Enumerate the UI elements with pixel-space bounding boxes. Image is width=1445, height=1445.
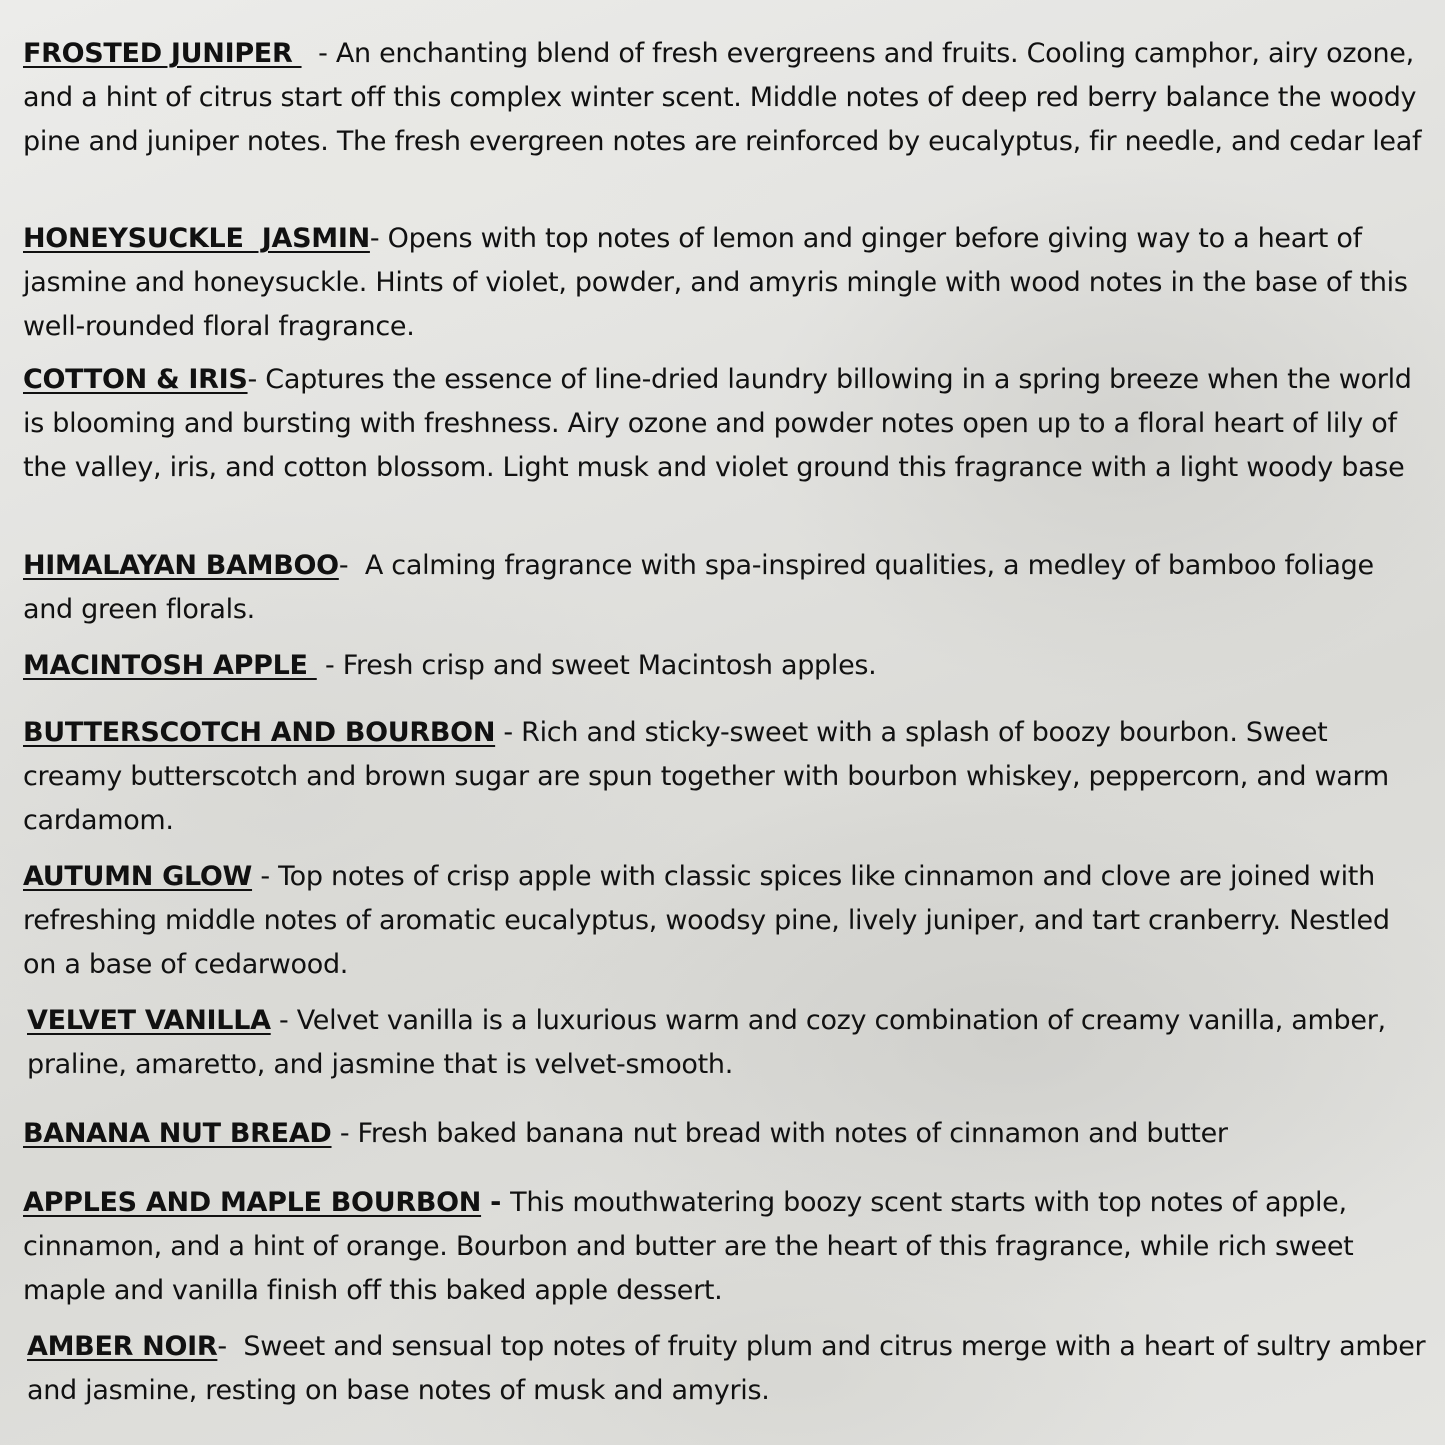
scent-entry-autumn-glow <box>23 855 1423 987</box>
scent-name: MACINTOSH APPLE <box>23 650 317 681</box>
scent-entry-honeysuckle-jasmin <box>23 217 1423 349</box>
scent-name: FROSTED JUNIPER <box>23 38 302 69</box>
scent-description: Rich and sticky-sweet with a splash of boozy bourbon. Sweet creamy butterscotch and brown sugar are spun together with bourbon whiskey, peppercorn, and warm cardamom. <box>23 717 1389 836</box>
scent-separator: - <box>247 364 266 395</box>
scent-entry-velvet-vanilla <box>27 999 1427 1087</box>
scent-entry-frosted-juniper <box>23 32 1423 164</box>
scent-description: Fresh crisp and sweet Macintosh apples. <box>342 650 877 681</box>
scent-separator: - <box>331 1118 358 1149</box>
scent-name: VELVET VANILLA <box>27 1005 271 1036</box>
scent-description: Top notes of crisp apple with classic spices like cinnamon and clove are joined with refreshing middle notes of aromatic eucalyptus, woodsy pine, lively juniper, and tart cranberry. Nestled on a base of cedarwood. <box>23 861 1390 980</box>
scent-separator: - <box>338 550 365 581</box>
scent-description: A calming fragrance with spa-inspired qualities, a medley of bamboo foliage and green florals. <box>23 550 1374 625</box>
scent-separator: - <box>316 650 343 681</box>
scent-separator: - <box>495 717 522 748</box>
scent-name: AUTUMN GLOW <box>23 861 253 892</box>
scent-description: Fresh baked banana nut bread with notes of cinnamon and butter <box>357 1118 1228 1149</box>
scent-separator: - <box>270 1005 297 1036</box>
scent-entry-banana-nut-bread <box>23 1112 1423 1156</box>
scent-separator: - <box>481 1187 511 1218</box>
scent-name: BUTTERSCOTCH AND BOURBON <box>23 717 496 748</box>
scent-separator: - <box>252 861 279 892</box>
scent-entry-apples-maple-bourbon <box>23 1181 1423 1313</box>
scent-name: HONEYSUCKLE JASMIN <box>23 223 370 254</box>
scent-description: Sweet and sensual top notes of fruity plum and citrus merge with a heart of sultry amber and jasmine, resting on base notes of musk and amyris. <box>27 1331 1426 1406</box>
scent-description: Velvet vanilla is a luxurious warm and cozy combination of creamy vanilla, amber, praline, amaretto, and jasmine that is velvet-smooth. <box>27 1005 1386 1080</box>
scent-entry-cotton-iris <box>23 358 1423 490</box>
scent-entry-butterscotch-bourbon <box>23 711 1423 843</box>
scent-separator: - <box>217 1331 244 1362</box>
scent-description: Captures the essence of line-dried laundry billowing in a spring breeze when the world is blooming and bursting with freshness. Airy ozone and powder notes open up to a floral heart of lily of the valley, iris, and cotton blossom. Light musk and violet ground this fragrance with a light woody base <box>23 364 1412 483</box>
scent-description: Opens with top notes of lemon and ginger before giving way to a heart of jasmine and honeysuckle. Hints of violet, powder, and amyris mingle with wood notes in the base of this well-rounded floral fragrance. <box>23 223 1408 342</box>
scent-name: AMBER NOIR <box>27 1331 218 1362</box>
scent-entry-amber-noir <box>27 1325 1427 1413</box>
scent-name: COTTON & IRIS <box>23 364 248 395</box>
scent-separator: - <box>369 223 388 254</box>
scent-name: APPLES AND MAPLE BOURBON <box>23 1187 482 1218</box>
scent-name: HIMALAYAN BAMBOO <box>23 550 339 581</box>
scent-description: An enchanting blend of fresh evergreens and fruits. Cooling camphor, airy ozone, and a hint of citrus start off this complex winter scent. Middle notes of deep red berry balance the woody pine and juniper notes. The fresh evergreen notes are reinforced by eucalyptus, fir needle, and cedar leaf <box>23 38 1422 157</box>
scent-description: This mouthwatering boozy scent starts with top notes of apple, cinnamon, and a hint of orange. Bourbon and butter are the heart of this fragrance, while rich sweet maple and vanilla finish off this baked apple dessert. <box>23 1187 1354 1306</box>
scent-separator: - <box>301 38 336 69</box>
scent-entry-himalayan-bamboo <box>23 544 1423 632</box>
scent-entry-macintosh-apple <box>23 644 1423 688</box>
scent-name: BANANA NUT BREAD <box>23 1118 332 1149</box>
